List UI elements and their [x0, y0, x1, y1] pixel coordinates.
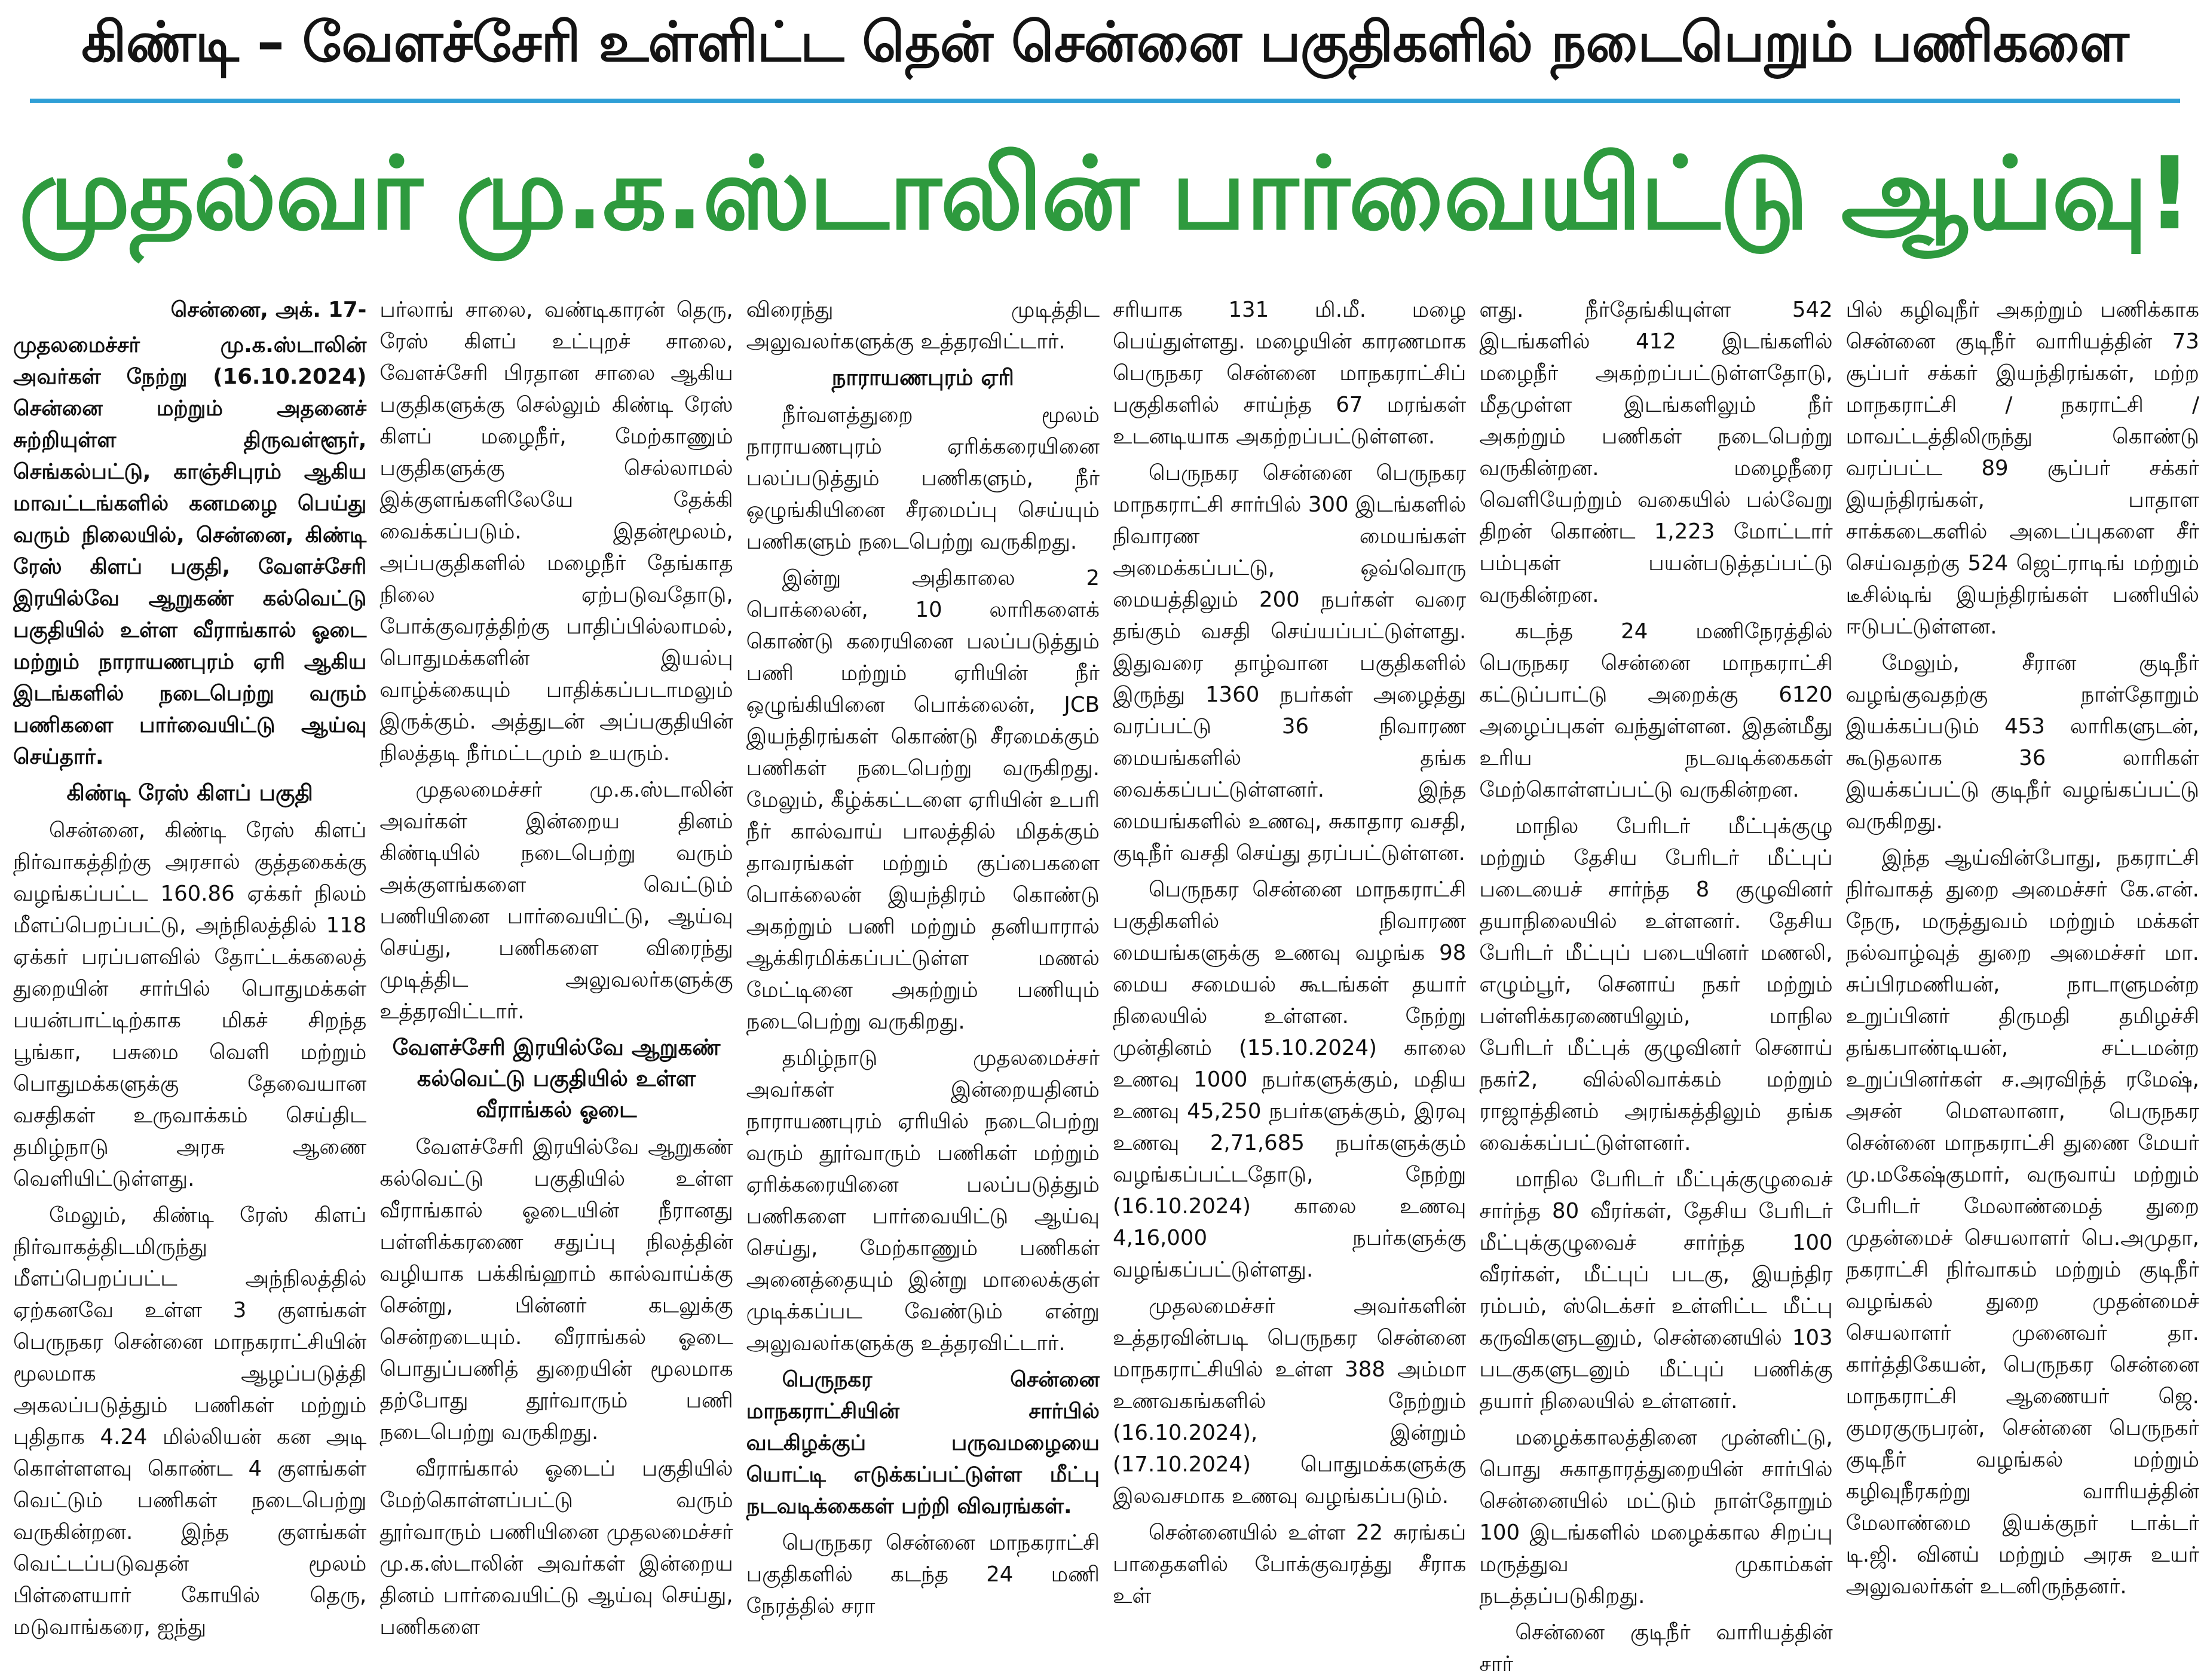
paragraph: மாநில பேரிடர் மீட்புக்குழு மற்றும் தேசிய பேரிடர் மீட்புப் படையைச் சார்ந்த 8 குழுவினர் தயாநிலையில் உள்ளனர். தேசிய பேரிடர் மீட்புப் படையினர் மணலி, எழும்பூர், செனாய் நகர் மற்றும் பள்ளிக்கரணையிலும், மாநில பேரிடர் மீட்புக் குழுவினர் செனாய் நகர்2, வில்லிவாக்கம் மற்றும் ராஜாத்தினம் அரங்கத்திலும் தங்க வைக்கப்பட்டுள்ளனர்.	[1479, 814, 1833, 1155]
subheading-race-club: கிண்டி ரேஸ் கிளப் பகுதி	[66, 780, 313, 806]
article-column-5	[1479, 294, 1833, 1676]
article-column-6	[1845, 294, 2199, 1599]
dateline: சென்னை, அக். 17-	[170, 298, 367, 322]
kicker-headline: கிண்டி – வேளச்சேரி உள்ளிட்ட தென் சென்னை பகுதிகளில் நடைபெறும் பணிகளை	[81, 10, 2129, 74]
paragraph: கடந்த 24 மணிநேரத்தில் பெருநகர சென்னை மாநகராட்சி கட்டுப்பாட்டு அறைக்கு 6120 அழைப்புகள் வந்துள்ளன. இதன்மீது உரிய நடவடிக்கைகள் மேற்கொள்ளப்பட்டு வருகின்றன.	[1479, 619, 1833, 802]
paragraph: பில் கழிவுநீர் அகற்றும் பணிக்காக சென்னை குடிநீர் வாரியத்தின் 73 சூப்பர் சக்கர் இயந்திரங்கள், மற்ற மாநகராட்சி / நகராட்சி / மாவட்டத்திலிருந்து கொண்டு வரப்பட்ட 89 சூப்பர் சக்கர் இயந்திரங்கள், பாதாள சாக்கடைகளில் அடைப்புகளை சீர் செய்வதற்கு 524 ஜெட்ராடிங் மற்றும் டீசில்டிங் இயந்திரங்கள் பணியில் ஈடுபட்டுள்ளன.	[1845, 298, 2199, 639]
paragraph: சரியாக 131 மி.மீ. மழை பெய்துள்ளது. மழையின் காரணமாக பெருநகர சென்னை மாநகராட்சிப் பகுதிகளில் சாய்ந்த 67 மரங்கள் உடனடியாக அகற்றப்பட்டுள்ளன.	[1112, 298, 1467, 449]
article-column-4	[1112, 294, 1467, 1608]
article-column-1	[13, 294, 367, 1639]
paragraph: வேளச்சேரி இரயில்வே ஆறுகண் கல்வெட்டு பகுதியில் உள்ள வீராங்கால் ஓடையின் நீரானது பள்ளிக்கரணை சதுப்பு நிலத்தின் வழியாக பக்கிங்ஹாம் கால்வாய்க்கு சென்று, பின்னர் கடலுக்கு சென்றடையும். வீராங்கல் ஓடை பொதுப்பணித் துறையின் மூலமாக தற்போது தூர்வாரும் பணி நடைபெற்று வருகிறது.	[379, 1135, 733, 1445]
headline-divider	[30, 99, 2180, 103]
paragraph: விரைந்து முடித்திட அலுவலர்களுக்கு உத்தரவிட்டார்.	[746, 298, 1100, 354]
article-body	[13, 294, 2199, 1676]
paragraph: பெருநகர சென்னை மாநகராட்சி பகுதிகளில் கடந்த 24 மணி நேரத்தில் சரா	[746, 1531, 1100, 1618]
lead-paragraph: முதலமைச்சர் மு.க.ஸ்டாலின் அவர்கள் நேற்று (16.10.2024) சென்னை மற்றும் அதனைச் சுற்றியுள்ள திருவள்ளூர், செங்கல்பட்டு, காஞ்சிபுரம் ஆகிய மாவட்டங்களில் கனமழை பெய்து வரும் நிலையில், சென்னை, கிண்டி ரேஸ் கிளப் பகுதி, வேளச்சேரி இரயில்வே ஆறுகண் கல்வெட்டு பகுதியில் உள்ள வீராங்கால் ஓடை மற்றும் நாராயணபுரம் ஏரி ஆகிய இடங்களில் நடைபெற்று வரும் பணிகளை பார்வையிட்டு ஆய்வு செய்தார்.	[13, 333, 367, 769]
paragraph: சென்னை, கிண்டி ரேஸ் கிளப் நிர்வாகத்திற்கு அரசால் குத்தகைக்கு வழங்கப்பட்ட 160.86 ஏக்கர் நிலம் மீளப்பெறப்பட்டு, அந்நிலத்தில் 118 ஏக்கர் பரப்பளவில் தோட்டக்கலைத் துறையின் சார்பில் பொதுமக்கள் பயன்பாட்டிற்காக மிகச் சிறந்த பூங்கா, பசுமை வெளி மற்றும் பொதுமக்களுக்கு தேவையான வசதிகள் உருவாக்கம் செய்திட தமிழ்நாடு அரசு ஆணை வெளியிட்டுள்ளது.	[13, 818, 367, 1191]
paragraph: மழைக்காலத்தினை முன்னிட்டு, பொது சுகாதாரத்துறையின் சார்பில் சென்னையில் மட்டும் நாள்தோறும் 100 இடங்களில் மழைக்கால சிறப்பு மருத்துவ முகாம்கள் நடத்தப்படுகிறது.	[1479, 1425, 1833, 1608]
paragraph: இன்று அதிகாலை 2 பொக்லைன், 10 லாரிகளைக் கொண்டு கரையினை பலப்படுத்தும் பணி மற்றும் ஏரியின் நீர் ஒழுங்கியினை பொக்லைன், JCB இயந்திரங்கள் கொண்டு சீரமைக்கும் பணிகள் நடைபெற்று வருகிறது. மேலும், கீழ்க்கட்டளை ஏரியின் உபரி நீர் கால்வாய் பாலத்தில் மிதக்கும் தாவரங்கள் மற்றும் குப்பைகளை பொக்லைன் இயந்திரம் கொண்டு அகற்றும் பணி மற்றும் தனியாரால் ஆக்கிரமிக்கப்பட்டுள்ள மணல் மேட்டினை அகற்றும் பணியும் நடைபெற்று வருகிறது.	[746, 566, 1100, 1034]
article-column-3	[746, 294, 1100, 1618]
main-headline: முதல்வர் மு.க.ஸ்டாலின் பார்வையிட்டு ஆய்வு!	[19, 134, 2191, 252]
subheading-veerangal-odai: வேளச்சேரி இரயில்வே ஆறுகண் கல்வெட்டு பகுதியில் உள்ள வீராங்கல் ஓடை	[392, 1035, 721, 1122]
paragraph: மேலும், சீரான குடிநீர் வழங்குவதற்கு நாள்தோறும் இயக்கப்படும் 453 லாரிகளுடன், கூடுதலாக 36 லாரிகள் இயக்கப்பட்டு குடிநீர் வழங்கப்பட்டு வருகிறது.	[1845, 651, 2199, 834]
subheading-narayanapuram-lake: நாராயணபுரம் ஏரி	[831, 365, 1014, 390]
paragraph: மேலும், கிண்டி ரேஸ் கிளப் நிர்வாகத்திடமிருந்து மீளப்பெறப்பட்ட அந்நிலத்தில் ஏற்கனவே உள்ள 3 குளங்கள் பெருநகர சென்னை மாநகராட்சியின் மூலமாக ஆழப்படுத்தி அகலப்படுத்தும் பணிகள் மற்றும் புதிதாக 4.24 மில்லியன் கன அடி கொள்ளளவு கொண்ட 4 குளங்கள் வெட்டும் பணிகள் நடைபெற்று வருகின்றன. இந்த குளங்கள் வெட்டப்படுவதன் மூலம் பிள்ளையார் கோயில் தெரு, மடுவாங்கரை, ஐந்து	[13, 1203, 367, 1639]
paragraph: முதலமைச்சர் அவர்களின் உத்தரவின்படி பெருநகர சென்னை மாநகராட்சியில் உள்ள 388 அம்மா உணவகங்களில் நேற்றும் (16.10.2024), இன்றும் (17.10.2024) பொதுமக்களுக்கு இலவசமாக உணவு வழங்கப்படும்.	[1112, 1294, 1467, 1508]
paragraph: சென்னை குடிநீர் வாரியத்தின் சார்	[1479, 1620, 1833, 1676]
paragraph: இந்த ஆய்வின்போது, நகராட்சி நிர்வாகத் துறை அமைச்சர் கே.என். நேரு, மருத்துவம் மற்றும் மக்கள் நல்வாழ்வுத் துறை அமைச்சர் மா. சுப்பிரமணியன், நாடாளுமன்ற உறுப்பினர் திருமதி தமிழச்சி தங்கபாண்டியன், சட்டமன்ற உறுப்பினர்கள் ச.அரவிந்த் ரமேஷ், அசன் மௌலானா, பெருநகர சென்னை மாநகராட்சி துணை மேயர் மு.மகேஷ்குமார், வருவாய் மற்றும் பேரிடர் மேலாண்மைத் துறை முதன்மைச் செயலாளர் பெ.அமுதா, நகராட்சி நிர்வாகம் மற்றும் குடிநீர் வழங்கல் துறை முதன்மைச் செயலாளர் முனைவர் தா. கார்த்திகேயன், பெருநகர சென்னை மாநகராட்சி ஆணையர் ஜெ. குமரகுருபரன், சென்னை பெருநகர் குடிநீர் வழங்கல் மற்றும் கழிவுநீரகற்று வாரியத்தின் மேலாண்மை இயக்குநர் டாக்டர் டி.ஜி. வினய் மற்றும் அரசு உயர் அலுவலர்கள் உடனிருந்தனர்.	[1845, 846, 2199, 1599]
article-column-2	[379, 294, 733, 1639]
paragraph: பர்லாங் சாலை, வண்டிகாரன் தெரு, ரேஸ் கிளப் உட்புறச் சாலை, வேளச்சேரி பிரதான சாலை ஆகிய பகுதிகளுக்கு செல்லும் கிண்டி ரேஸ் கிளப் மழைநீர், மேற்காணும் பகுதிகளுக்கு செல்லாமல் இக்குளங்களிலேயே தேக்கி வைக்கப்படும். இதன்மூலம், அப்பகுதிகளில் மழைநீர் தேங்காத நிலை ஏற்படுவதோடு, போக்குவரத்திற்கு பாதிப்பில்லாமல், பொதுமக்களின் இயல்பு வாழ்க்கையும் பாதிக்கப்படாமலும் இருக்கும். அத்துடன் அப்பகுதியின் நிலத்தடி நீர்மட்டமும் உயரும்.	[379, 298, 733, 766]
paragraph: சென்னையில் உள்ள 22 சுரங்கப் பாதைகளில் போக்குவரத்து சீராக உள்	[1112, 1520, 1467, 1608]
paragraph: மாநில பேரிடர் மீட்புக்குழுவைச் சார்ந்த 80 வீரர்கள், தேசிய பேரிடர் மீட்புக்குழுவைச் சார்ந்த 100 வீரர்கள், மீட்புப் படகு, இயந்திர ரம்பம், ஸ்டெக்சர் உள்ளிட்ட மீட்பு கருவிகளுடனும், சென்னையில் 103 படகுகளுடனும் மீட்புப் பணிக்கு தயார் நிலையில் உள்ளனர்.	[1479, 1167, 1833, 1413]
bold-intro-paragraph: பெருநகர சென்னை மாநகராட்சியின் சார்பில் வடகிழக்குப் பருவமழையை யொட்டி எடுக்கப்பட்டுள்ள மீட்பு நடவடிக்கைகள் பற்றி விவரங்கள்.	[746, 1367, 1100, 1519]
paragraph: தமிழ்நாடு முதலமைச்சர் அவர்கள் இன்றையதினம் நாராயணபுரம் ஏரியில் நடைபெற்று வரும் தூர்வாரும் பணிகள் மற்றும் ஏரிக்கரையினை பலப்படுத்தும் பணிகளை பார்வையிட்டு ஆய்வு செய்து, மேற்காணும் பணிகள் அனைத்தையும் இன்று மாலைக்குள் முடிக்கப்பட வேண்டும் என்று அலுவலர்களுக்கு உத்தரவிட்டார்.	[746, 1046, 1100, 1355]
paragraph: நீர்வளத்துறை மூலம் நாராயணபுரம் ஏரிக்கரையினை பலப்படுத்தும் பணிகளும், நீர் ஒழுங்கியினை சீரமைப்பு செய்யும் பணிகளும் நடைபெற்று வருகிறது.	[746, 403, 1100, 554]
paragraph: பெருநகர சென்னை பெருநகர மாநகராட்சி சார்பில் 300 இடங்களில் நிவாரண மையங்கள் அமைக்கப்பட்டு, ஒவ்வொரு மையத்திலும் 200 நபர்கள் வரை தங்கும் வசதி செய்யப்பட்டுள்ளது. இதுவரை தாழ்வான பகுதிகளில் இருந்து 1360 நபர்கள் அழைத்து வரப்பட்டு 36 நிவாரண மையங்களில் தங்க வைக்கப்பட்டுள்ளனர். இந்த மையங்களில் உணவு, சுகாதார வசதி, குடிநீர் வசதி செய்து தரப்பட்டுள்ளன.	[1112, 461, 1467, 865]
paragraph: ளது. நீர்தேங்கியுள்ள 542 இடங்களில் 412 இடங்களில் மழைநீர் அகற்றப்பட்டுள்ளதோடு, மீதமுள்ள இடங்களிலும் நீர் அகற்றும் பணிகள் நடைபெற்று வருகின்றன. மழைநீரை வெளியேற்றும் வகையில் பல்வேறு திறன் கொண்ட 1,223 மோட்டார் பம்புகள் பயன்படுத்தப்பட்டு வருகின்றன.	[1479, 298, 1833, 607]
paragraph: வீராங்கால் ஓடைப் பகுதியில் மேற்கொள்ளப்பட்டு வரும் தூர்வாரும் பணியினை முதலமைச்சர் மு.க.ஸ்டாலின் அவர்கள் இன்றைய தினம் பார்வையிட்டு ஆய்வு செய்து, பணிகளை	[379, 1456, 733, 1639]
paragraph: முதலமைச்சர் மு.க.ஸ்டாலின் அவர்கள் இன்றைய தினம் கிண்டியில் நடைபெற்று வரும் அக்குளங்களை வெட்டும் பணியினை பார்வையிட்டு, ஆய்வு செய்து, பணிகளை விரைந்து முடித்திட அலுவலர்களுக்கு உத்தரவிட்டார்.	[379, 778, 733, 1024]
paragraph: பெருநகர சென்னை மாநகராட்சி பகுதிகளில் நிவாரண மையங்களுக்கு உணவு வழங்க 98 மைய சமையல் கூடங்கள் தயார் நிலையில் உள்ளன. நேற்று முன்தினம் (15.10.2024) காலை உணவு 1000 நபர்களுக்கும், மதிய உணவு 45,250 நபர்களுக்கும், இரவு உணவு 2,71,685 நபர்களுக்கும் வழங்கப்பட்டதோடு, நேற்று (16.10.2024) காலை உணவு 4,16,000 நபர்களுக்கு வழங்கப்பட்டுள்ளது.	[1112, 877, 1467, 1282]
